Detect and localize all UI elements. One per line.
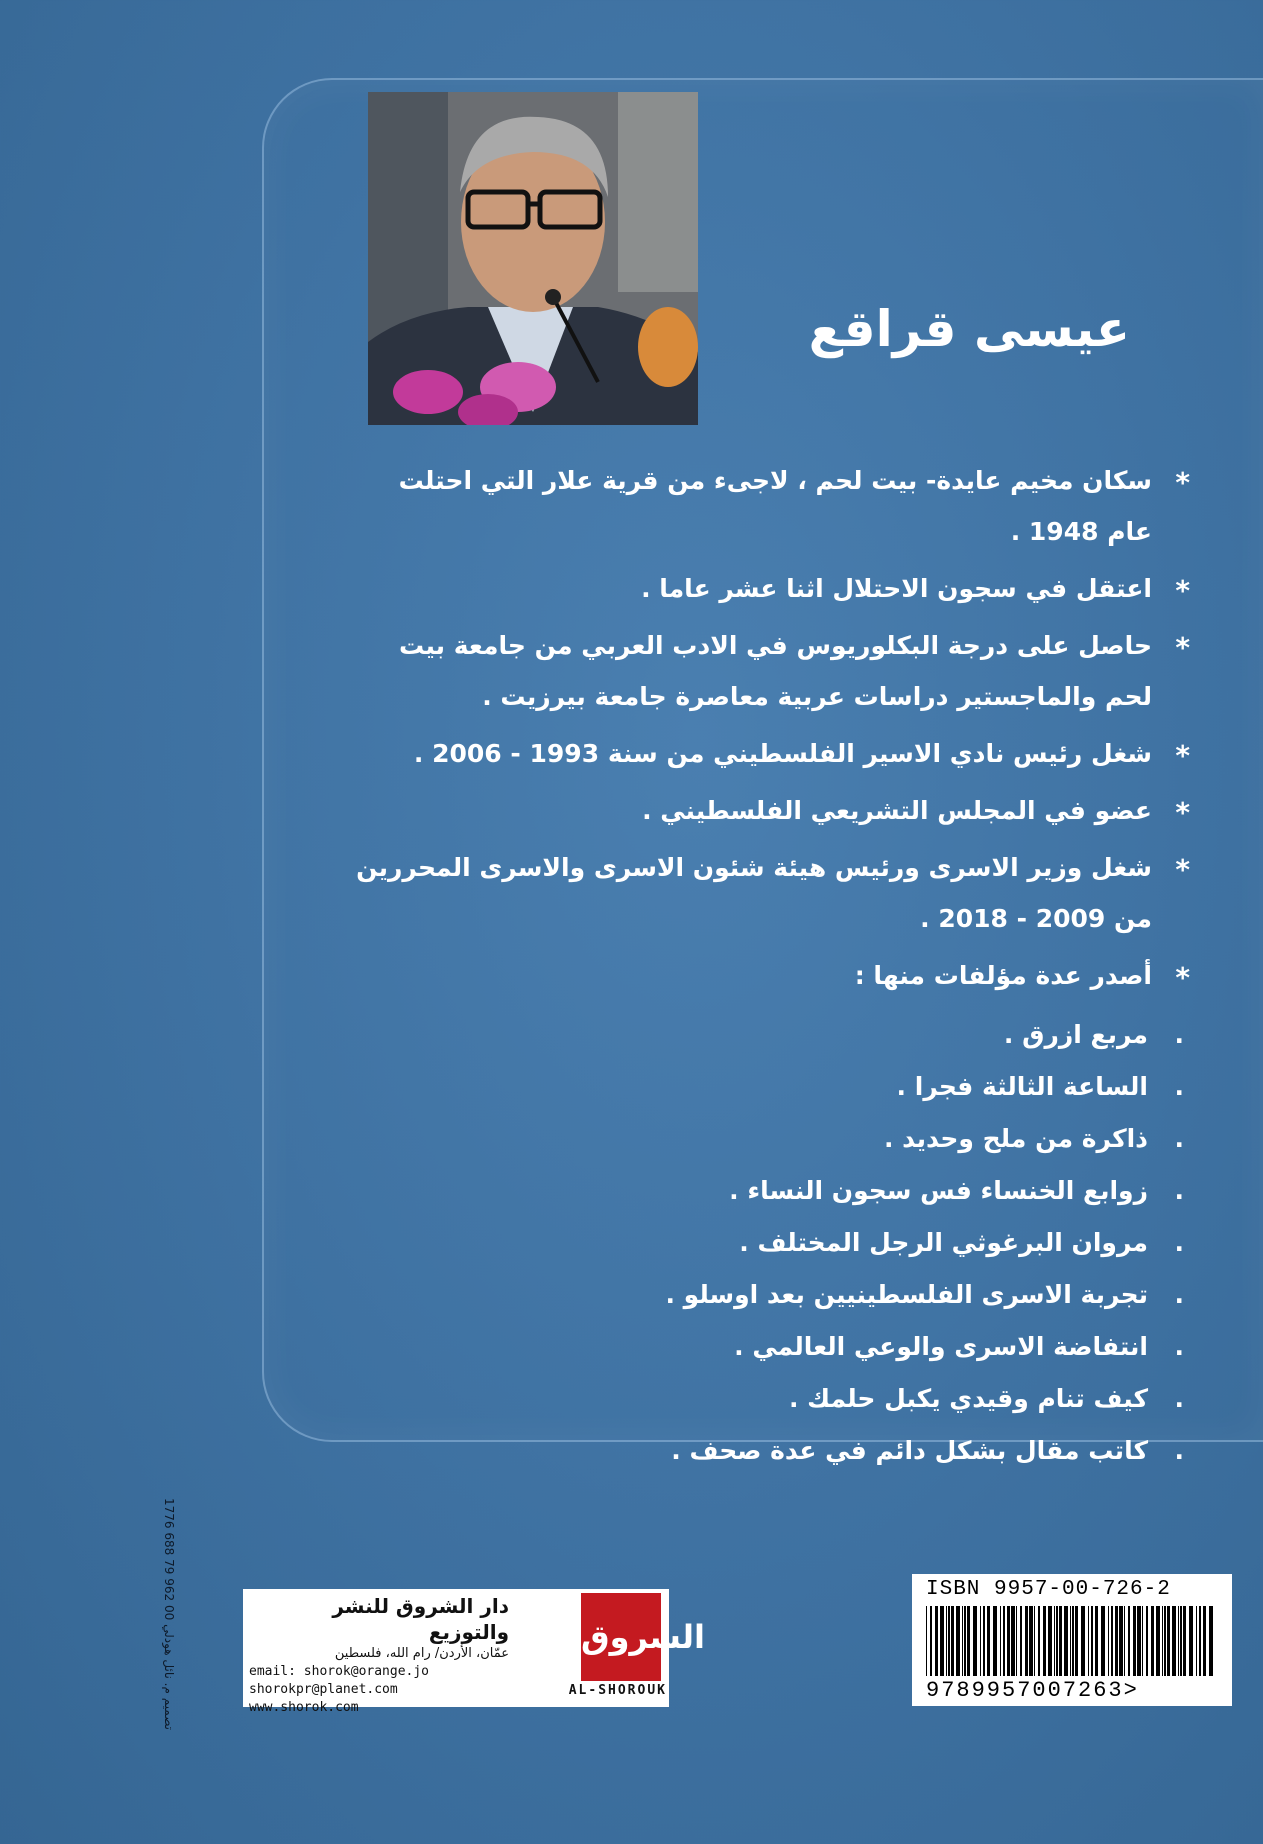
barcode-bar [1133,1606,1136,1676]
bio-item-text: أصدر عدة مؤلفات منها : [854,961,1152,990]
barcode-bar [987,1606,990,1676]
bullet-star: * [1175,796,1190,829]
work-item [350,1321,1190,1372]
barcode-bar [1091,1606,1093,1676]
barcode-bar [1209,1606,1213,1676]
work-title: الساعة الثالثة فجرا . [896,1072,1148,1101]
publisher-box [243,1589,705,1715]
publisher-logo-latin: AL-SHOROUK [568,1683,667,1698]
barcode-bar [1137,1606,1141,1676]
barcode-bar [1180,1606,1182,1676]
bio-item [350,950,1190,1001]
barcode-bar [980,1606,981,1676]
publisher-cities: عمّان، الأردن/ رام الله، فلسطين [334,1646,509,1661]
barcode-bar [951,1606,954,1676]
barcode-bar [1101,1606,1105,1676]
bullet-star: * [1175,961,1190,994]
barcode-bar [930,1606,932,1676]
bullet-star: * [1175,466,1190,499]
isbn-digits-text: 9789957007263 [926,1678,1124,1703]
work-item [350,1425,1190,1476]
work-title: انتفاضة الاسرى والوعي العالمي . [734,1332,1148,1361]
isbn-arrow: > [1123,1678,1139,1703]
bio-item [350,620,1190,722]
barcode-bar [1095,1606,1098,1676]
author-photo-image [368,92,698,425]
barcode-bar [1124,1606,1125,1676]
author-name: عيسى قراقع [808,300,1130,358]
barcode-bar [962,1606,963,1676]
bullet-dot: . [1174,1228,1184,1257]
barcode-bar [926,1606,927,1676]
bio-item [350,785,1190,836]
work-item [350,1009,1190,1060]
bio-item [350,842,1190,944]
barcode-bar [1048,1606,1052,1676]
barcode-bar [1111,1606,1113,1676]
bullet-star: * [1175,631,1190,664]
bullet-dot: . [1174,1384,1184,1413]
barcode-bar [1064,1606,1068,1676]
barcode-bar [1156,1606,1160,1676]
publisher-website: www.shorok.com [249,1700,359,1715]
barcode-bar [1108,1606,1109,1676]
barcode-bar [1059,1606,1062,1676]
barcode-bar [1016,1606,1017,1676]
bullet-star: * [1175,739,1190,772]
bio-item [350,728,1190,779]
barcode-bar [1029,1606,1033,1676]
bio-item-text: اعتقل في سجون الاحتلال اثنا عشر عاما . [641,574,1152,603]
work-title: زوابع الخنساء فس سجون النساء . [729,1176,1148,1205]
barcode-bar [1189,1606,1193,1676]
design-credit [156,1498,176,1730]
work-item [350,1269,1190,1320]
work-title: ذاكرة من ملح وحديد . [883,1124,1148,1153]
isbn-digits [926,1678,1139,1703]
barcode-bar [1142,1606,1143,1676]
barcode-bar [1007,1606,1010,1676]
barcode-bar [1081,1606,1085,1676]
barcode-bar [956,1606,960,1676]
bio-item-text: شغل وزير الاسرى ورئيس هيئة شئون الاسرى والاسرى المحررين من 2009 - 2018 . [356,853,1152,933]
work-title: كيف تنام وقيدي يكبل حلمك . [788,1384,1148,1413]
bullet-dot: . [1174,1436,1184,1465]
design-credit-name: تصميم م. نائل هودلي [162,1624,176,1730]
barcode-bar [1151,1606,1154,1676]
work-item [350,1061,1190,1112]
publisher-logo-mark: الشروق [581,1593,661,1681]
barcode-bar [1020,1606,1022,1676]
barcode-bar [1025,1606,1028,1676]
barcode-bar [948,1606,950,1676]
barcode-bar [935,1606,938,1676]
barcode-bar [993,1606,997,1676]
work-item [350,1373,1190,1424]
work-item [350,1113,1190,1164]
publisher-email: email: shorok@orange.jo [249,1664,430,1679]
author-bio [350,455,1190,1477]
barcode-bar [1146,1606,1148,1676]
barcode-bar [1183,1606,1186,1676]
bio-item-text: عضو في المجلس التشريعي الفلسطيني . [642,796,1152,825]
work-title: مروان البرغوثي الرجل المختلف . [739,1228,1148,1257]
barcode-bar [1199,1606,1201,1676]
barcode-bar [1119,1606,1123,1676]
barcode-bar [1056,1606,1058,1676]
bullet-dot: . [1174,1176,1184,1205]
bullet-star: * [1175,853,1190,886]
barcode-bar [1178,1606,1179,1676]
barcode-bar [1072,1606,1074,1676]
barcode-bar [1196,1606,1197,1676]
bullet-dot: . [1174,1124,1184,1153]
barcode-bar [1172,1606,1176,1676]
barcode-bar [1128,1606,1130,1676]
barcode-bar [1162,1606,1163,1676]
bio-item [350,563,1190,614]
works-list [350,1009,1190,1476]
barcode-bar [1164,1606,1166,1676]
barcode-bar [967,1606,970,1676]
bullet-dot: . [1174,1020,1184,1049]
bullet-dot: . [1174,1280,1184,1309]
barcode-bar [1203,1606,1206,1676]
work-item [350,1217,1190,1268]
barcode-bar [1000,1606,1001,1676]
publisher-email-2: shorokpr@planet.com [249,1682,398,1697]
publisher-logo [507,1593,705,1703]
work-item [350,1165,1190,1216]
barcode-bar [973,1606,977,1676]
barcode-bar [1054,1606,1055,1676]
bullet-dot: . [1174,1072,1184,1101]
publisher-name: دار الشروق للنشر والتوزيع [332,1594,509,1644]
bio-item-text: سكان مخيم عايدة- بيت لحم ، لاجىء من قرية علار التي احتلت عام 1948 . [398,466,1152,546]
work-title: تجربة الاسرى الفلسطينيين بعد اوسلو . [665,1280,1148,1309]
author-photo [368,92,698,425]
barcode-bar [1167,1606,1170,1676]
barcode-bar [1034,1606,1035,1676]
barcode-bar [1075,1606,1078,1676]
barcode-bar [1070,1606,1071,1676]
work-title: مربع ازرق . [1003,1020,1148,1049]
barcode-bar [940,1606,944,1676]
barcode-bar [1038,1606,1040,1676]
publisher-info [249,1593,509,1717]
bio-item-text: حاصل على درجة البكلوريوس في الادب العربي من جامعة بيت لحم والماجستير دراسات عربية معاصرة جامعة بيرزيت . [398,631,1152,711]
isbn-label: ISBN 9957-00-726-2 [926,1578,1171,1601]
barcode-bar [983,1606,985,1676]
bio-item-text: شغل رئيس نادي الاسير الفلسطيني من سنة 1993 - 2006 . [413,739,1152,768]
bullet-dot: . [1174,1332,1184,1361]
barcode-bar [964,1606,966,1676]
barcode-bar [946,1606,947,1676]
barcode-bar [1011,1606,1015,1676]
bio-item [350,455,1190,557]
barcode-bar [1115,1606,1118,1676]
barcode-bars [926,1606,1220,1676]
work-title: كاتب مقال بشكل دائم في عدة صحف . [671,1436,1148,1465]
design-credit-phone: 00 962 79 688 1776 [162,1498,176,1621]
barcode-bar [1088,1606,1089,1676]
barcode-bar [1043,1606,1046,1676]
barcode-bar [1003,1606,1005,1676]
bullet-star: * [1175,574,1190,607]
isbn-barcode [912,1574,1232,1706]
